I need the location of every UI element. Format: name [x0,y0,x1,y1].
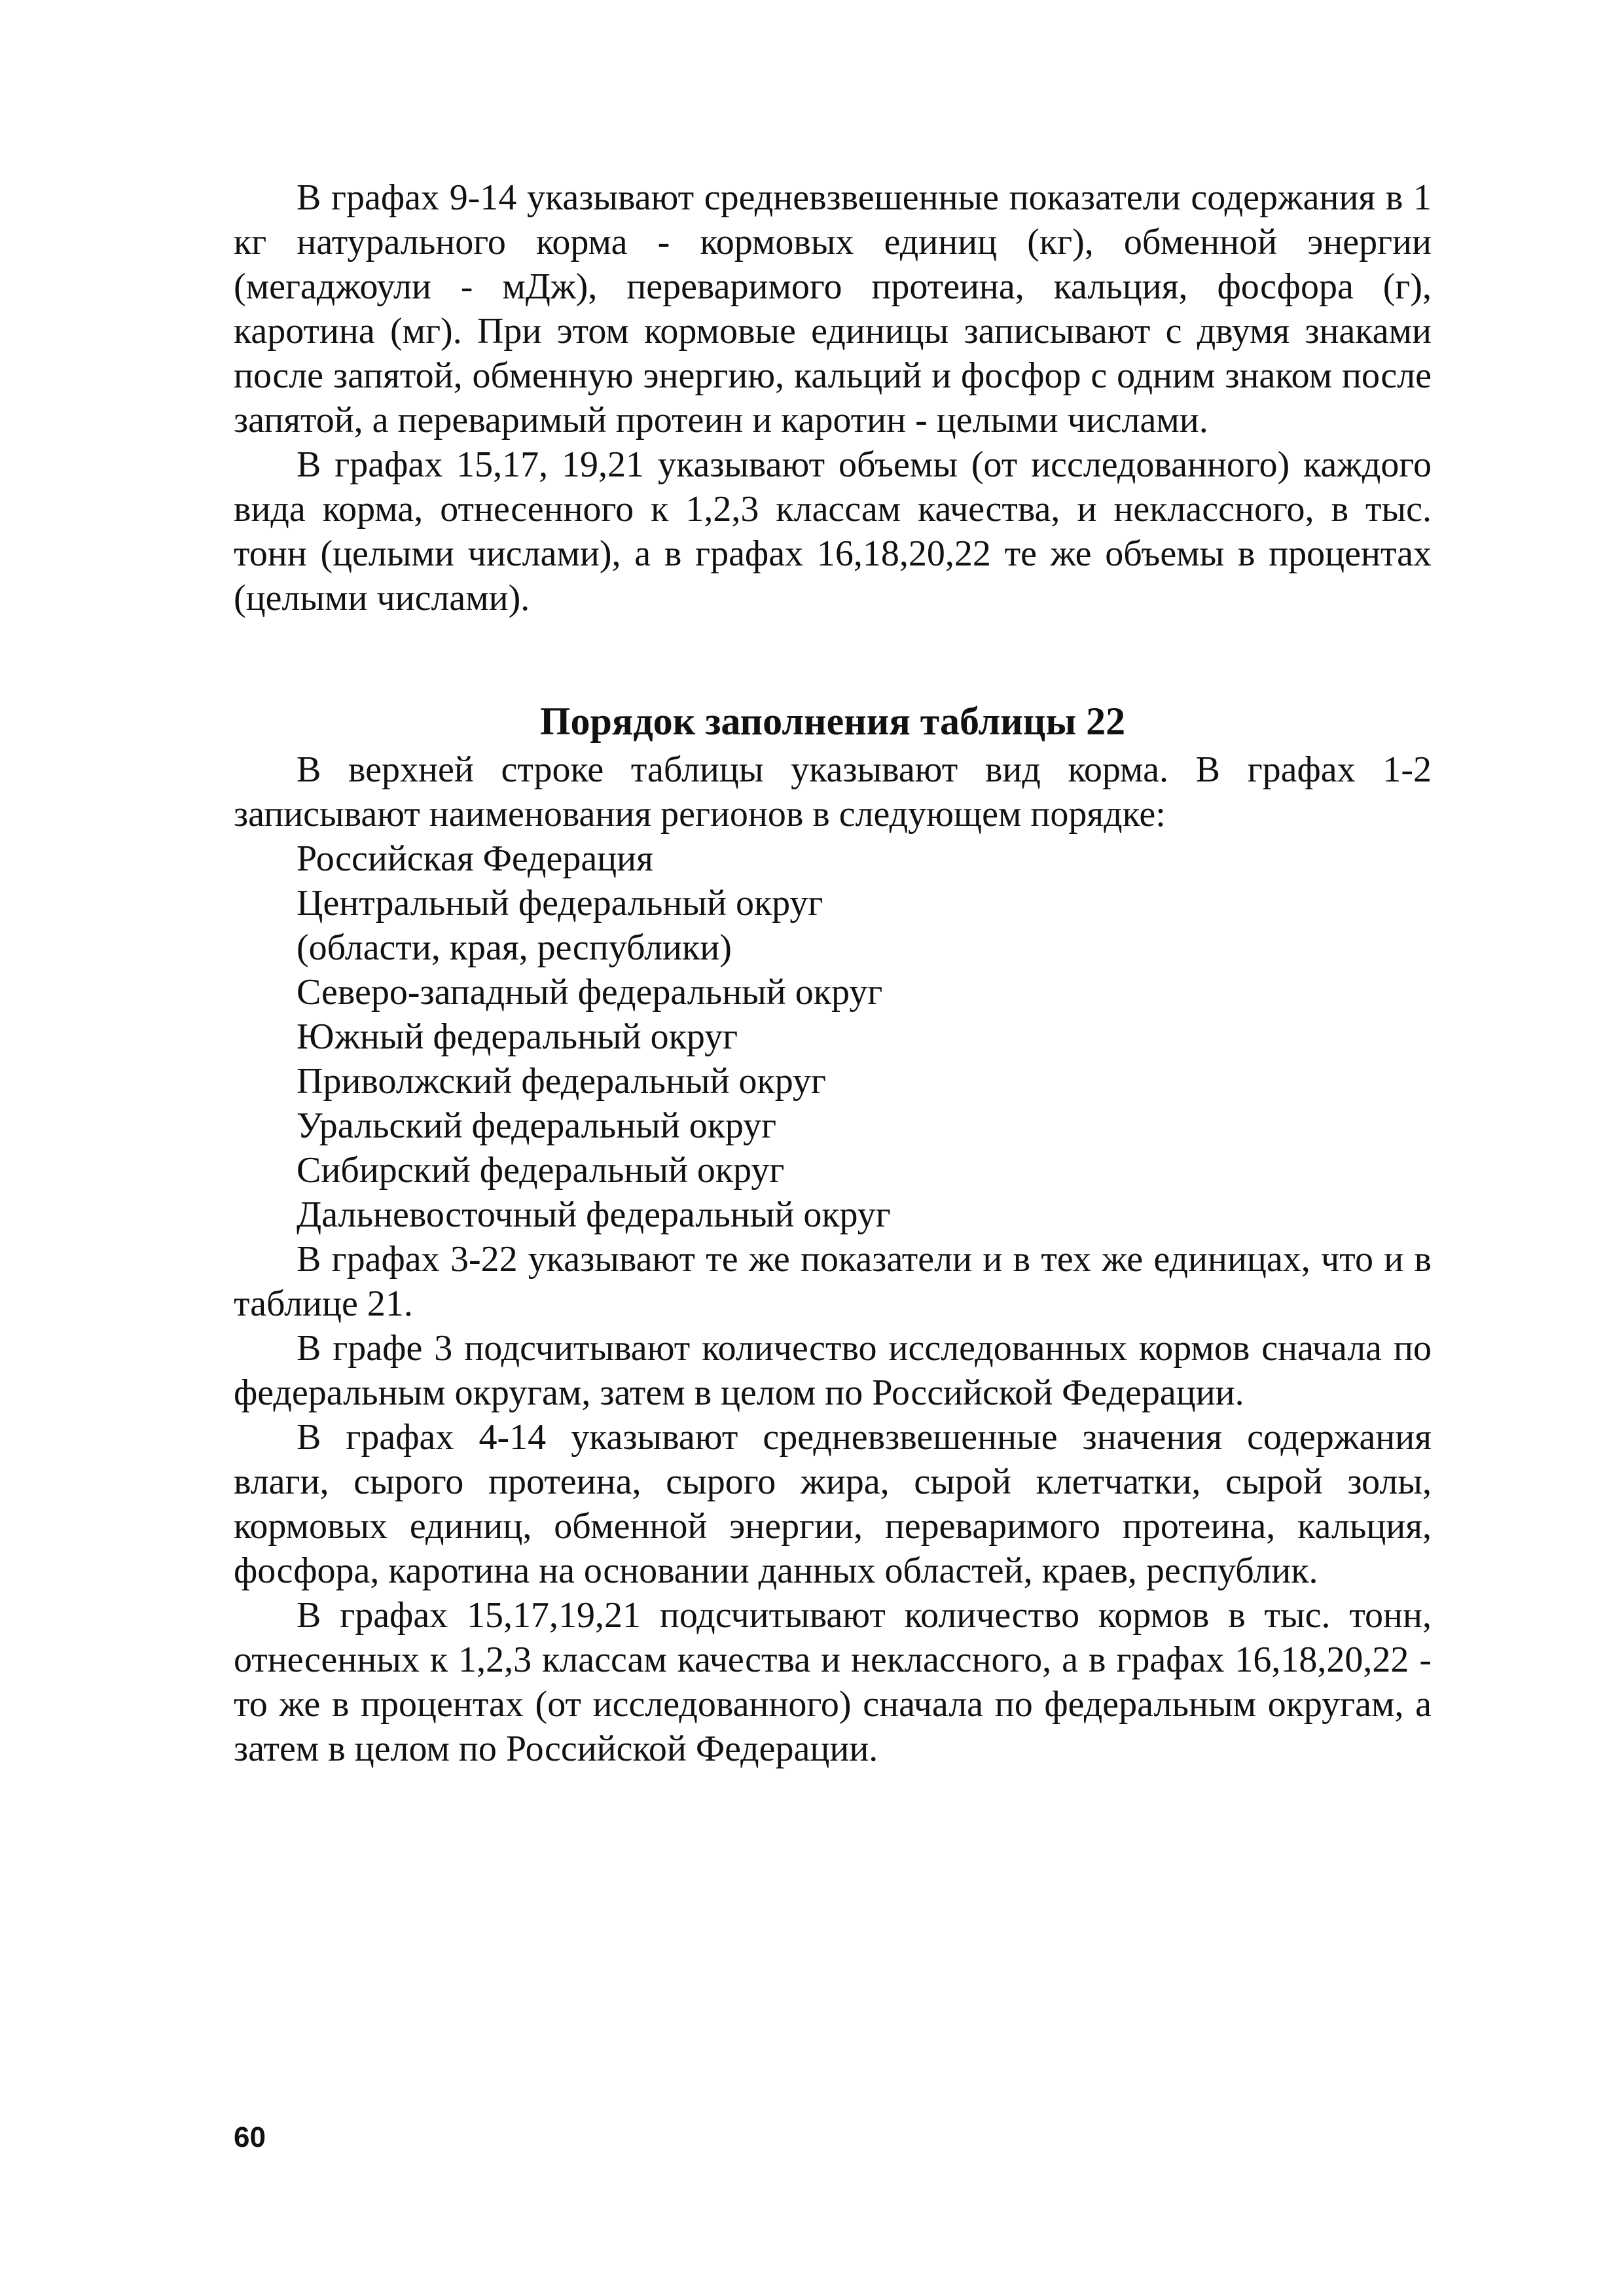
region-list [234,836,1432,1237]
page-number: 60 [234,2121,266,2153]
section-intro-paragraph: В верхней строке таблицы указывают вид корма. В графах 1-2 записывают наименования регионов в следующем порядке: [234,749,1432,834]
intro-paragraph-columns-9-14: В графах 9-14 указывают средневзвешенные показатели содержания в 1 кг натурального корма - кормовых единиц (кг), обменной энергии (мегаджоули - мДж), переваримого протеина, кальция, фосфора (г), каротина (мг). При этом кормовые единицы записывают с двумя знаками после запятой, обменную энергию, кальций и фосфор с одним знаком после запятой, а переваримый протеин и каротин - целыми числами. [234,177,1432,440]
intro-paragraph-columns-15-22: В графах 15,17, 19,21 указывают объемы (от исследованного) каждого вида корма, отнесенного к 1,2,3 классам качества, и неклассного, в тыс. тонн (целыми числами), а в графах 16,18,20,22 те же объемы в процентах (целыми числами). [234,444,1432,619]
section-paragraph-column-3: В графе 3 подсчитывают количество исследованных кормов сначала по федеральным округам, затем в целом по Российской Федерации. [234,1328,1432,1413]
region-list-item: Северо-западный федеральный округ [297,972,883,1013]
section-paragraph-columns-3-22: В графах 3-22 указывают те же показатели и в тех же единицах, что и в таблице 21. [234,1239,1432,1324]
region-list-item: Южный федеральный округ [297,1016,738,1057]
region-list-item: Дальневосточный федеральный округ [297,1194,891,1235]
region-list-item: Уральский федеральный округ [297,1105,777,1146]
region-list-item: Российская Федерация [297,838,653,879]
region-list-item: Сибирский федеральный округ [297,1150,785,1191]
region-list-item: Центральный федеральный округ [297,883,823,924]
section-paragraph-columns-15-22: В графах 15,17,19,21 подсчитывают количество кормов в тыс. тонн, отнесенных к 1,2,3 классам качества и неклассного, а в графах 16,18,20,22 - то же в процентах (от исследованного) сначала по федеральным округам, а затем в целом по Российской Федерации. [234,1595,1432,1769]
section-title: Порядок заполнения таблицы 22 [539,700,1126,743]
region-list-item: (области, края, республики) [297,927,732,968]
region-list-item: Приволжский федеральный округ [297,1061,826,1102]
section-paragraph-columns-4-14: В графах 4-14 указывают средневзвешенные значения содержания влаги, сырого протеина, сырого жира, сырой клетчатки, сырой золы, кормовых единиц, обменной энергии, переваримого протеина, кальция, фосфора, каротина на основании данных областей, краев, республик. [234,1417,1432,1591]
document-page [234,175,1432,1771]
